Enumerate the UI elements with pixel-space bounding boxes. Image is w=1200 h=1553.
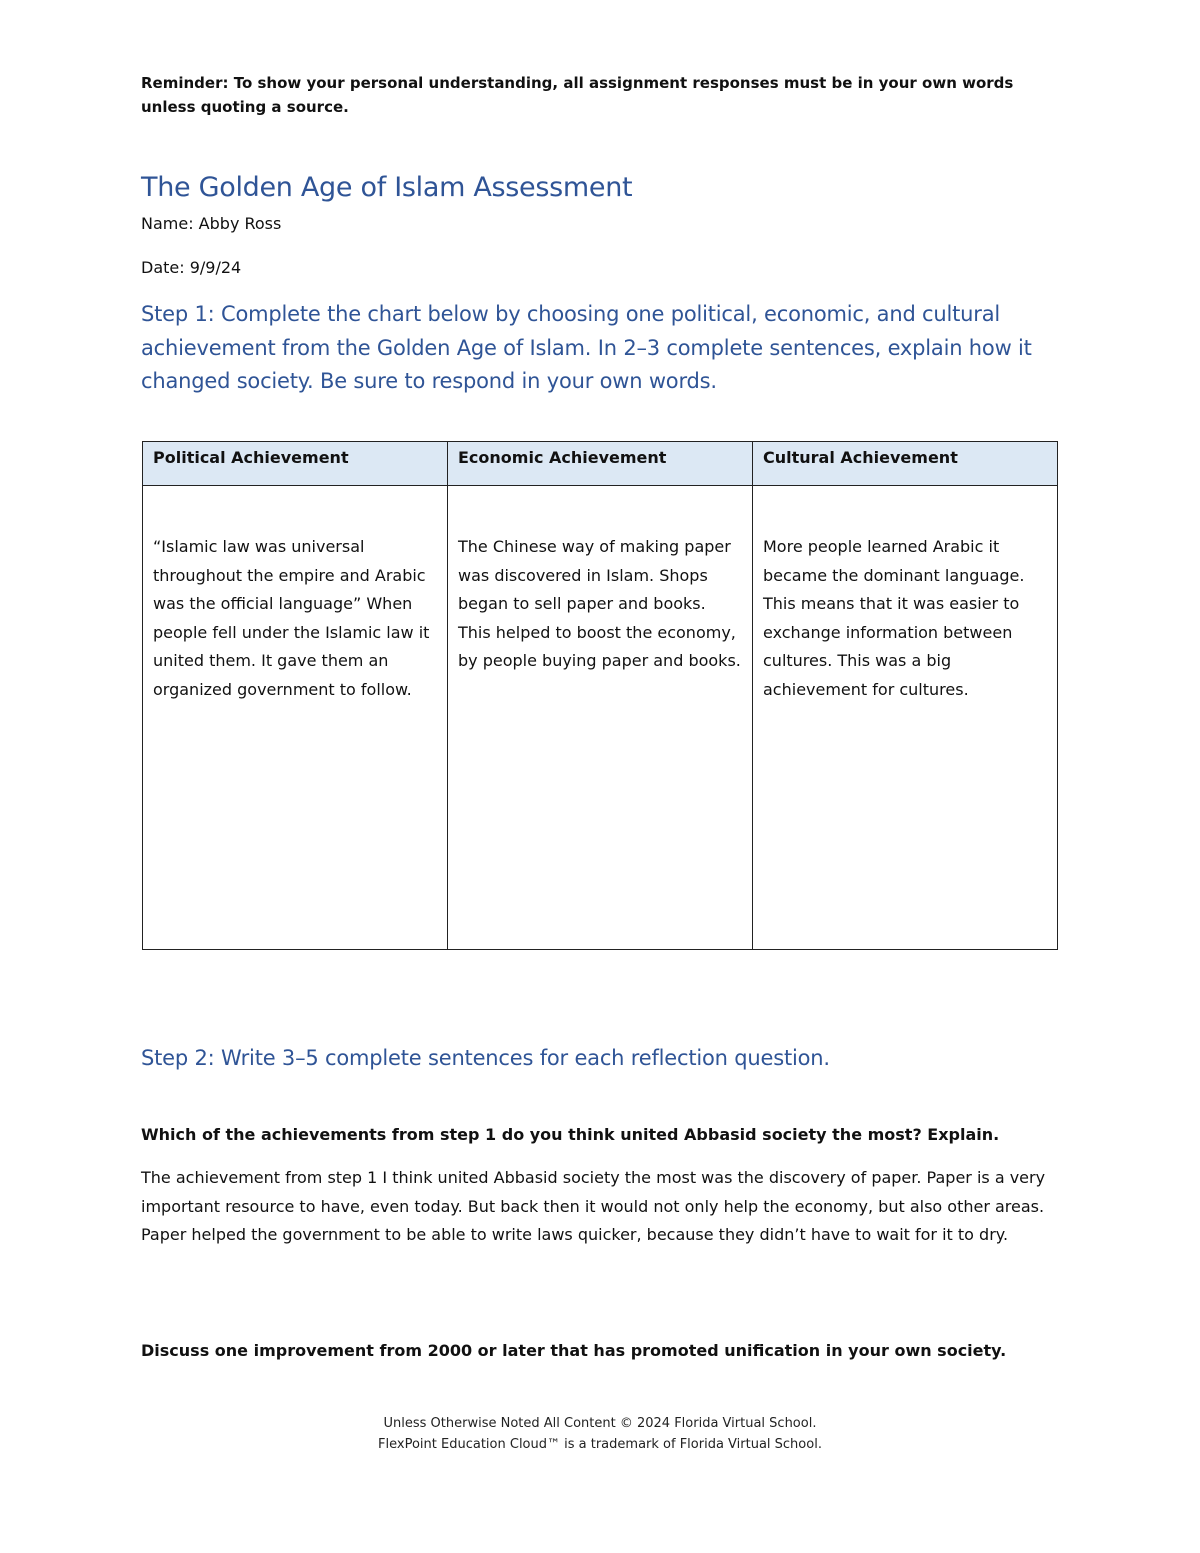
reflection-question-2: Discuss one improvement from 2000 or later that has promoted unification in your own society. xyxy=(141,1341,1007,1360)
reflection-answer-1[interactable]: The achievement from step 1 I think united Abbasid society the most was the discovery of paper. Paper is a very important resource to have, even today. But back then it would not only help the economy, but also other areas. Paper helped the government to be able to write laws quicker, because they didn’t have to wait for it to dry. xyxy=(141,1168,1046,1244)
footer-trademark-line: FlexPoint Education Cloud™ is a trademark of Florida Virtual School. xyxy=(378,1437,822,1452)
step-1-instructions: Step 1: Complete the chart below by choosing one political, economic, and cultural achievement from the Golden Age of Islam. In 2–3 complete sentences, explain how it changed society. Be sure to respond in your own words. xyxy=(141,302,1032,393)
cultural-achievement-header: Cultural Achievement xyxy=(753,442,1058,486)
reminder-note: Reminder: To show your personal understanding, all assignment responses must be in your own words unless quoting a source. xyxy=(141,74,1014,116)
student-name: Name: Abby Ross xyxy=(141,214,282,233)
economic-achievement-response[interactable]: The Chinese way of making paper was discovered in Islam. Shops began to sell paper and books. This helped to boost the economy, by people buying paper and books. xyxy=(448,486,753,950)
economic-achievement-header: Economic Achievement xyxy=(448,442,753,486)
copyright-footer xyxy=(0,1413,1200,1455)
assignment-date: Date: 9/9/24 xyxy=(141,258,242,277)
chart-response-row xyxy=(143,486,1058,950)
reflection-question-1: Which of the achievements from step 1 do you think united Abbasid society the most? Explain. xyxy=(141,1125,1000,1144)
footer-copyright-line: Unless Otherwise Noted All Content © 2024 Florida Virtual School. xyxy=(383,1416,817,1431)
page-title: The Golden Age of Islam Assessment xyxy=(141,172,633,203)
political-achievement-header: Political Achievement xyxy=(143,442,448,486)
cultural-achievement-response[interactable]: More people learned Arabic it became the dominant language. This means that it was easier to exchange information between cultures. This was a big achievement for cultures. xyxy=(753,486,1058,950)
political-achievement-response[interactable]: “Islamic law was universal throughout the empire and Arabic was the official language” When people fell under the Islamic law it united them. It gave them an organized government to follow. xyxy=(143,486,448,950)
chart-header-row xyxy=(143,442,1058,486)
achievement-chart xyxy=(142,441,1058,950)
step-2-instructions: Step 2: Write 3–5 complete sentences for each reflection question. xyxy=(141,1046,830,1070)
